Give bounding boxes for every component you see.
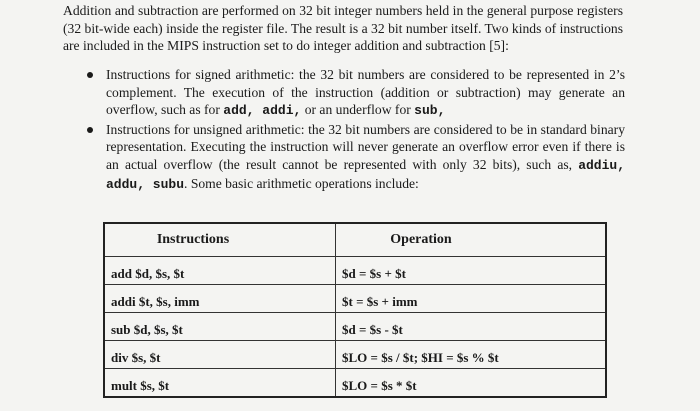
signed-code-add: add, addi, [223,103,302,119]
header-instructions: Instructions [104,223,336,257]
table-row [104,313,606,341]
intro-paragraph: Addition and subtraction are performed on 32 bit integer numbers held in the general purpose registers (32 bit-wide each) inside the register file. The result is a 32 bit number itself. Two kinds of instructions are included in the MIPS instruction set to do integer addition and subtraction [5]: [63,3,623,54]
unsigned-code: addiu, addu, subu [106,157,625,192]
operation-cell: $LO = $s * $t [336,369,607,398]
bullet-icon [87,127,93,133]
instruction-kinds-list [85,66,625,194]
instruction-cell: mult $s, $t [104,369,336,398]
instruction-cell: div $s, $t [104,341,336,369]
bullet-icon [87,72,93,78]
instruction-cell: add $d, $s, $t [104,257,336,285]
operation-cell: $LO = $s / $t; $HI = $s % $t [336,341,607,369]
table-row [104,285,606,313]
unsigned-text: Instructions for unsigned arithmetic: the 32 bit numbers are considered to be in standard binary representation. Executing the instruction will never generate an overflow error even if there is an actual overflow (the result cannot be represented with only 32 bits), such as, [106,121,625,172]
signed-text: Instructions for signed arithmetic: the 32 bit numbers are considered to be represented in 2’s complement. The execution of the instruction (addition or subtraction) may generate an overflow, such as for [106,67,625,118]
table-row [104,341,606,369]
table-row [104,369,606,398]
operation-cell: $d = $s - $t [336,313,607,341]
operations-table [103,222,607,398]
signed-code-sub: sub, [414,103,446,119]
operation-cell: $t = $s + imm [336,285,607,313]
unsigned-text-end: . Some basic arithmetic operations include: [184,175,419,191]
instruction-cell: sub $d, $s, $t [104,313,336,341]
list-item-signed [85,66,625,120]
table-row [104,257,606,285]
instruction-cell: addi $t, $s, imm [104,285,336,313]
header-operation: Operation [336,223,607,257]
table-header-row [104,223,606,257]
operation-cell: $d = $s + $t [336,257,607,285]
list-item-unsigned [85,121,625,193]
signed-text-mid: or an underflow for [301,102,415,118]
